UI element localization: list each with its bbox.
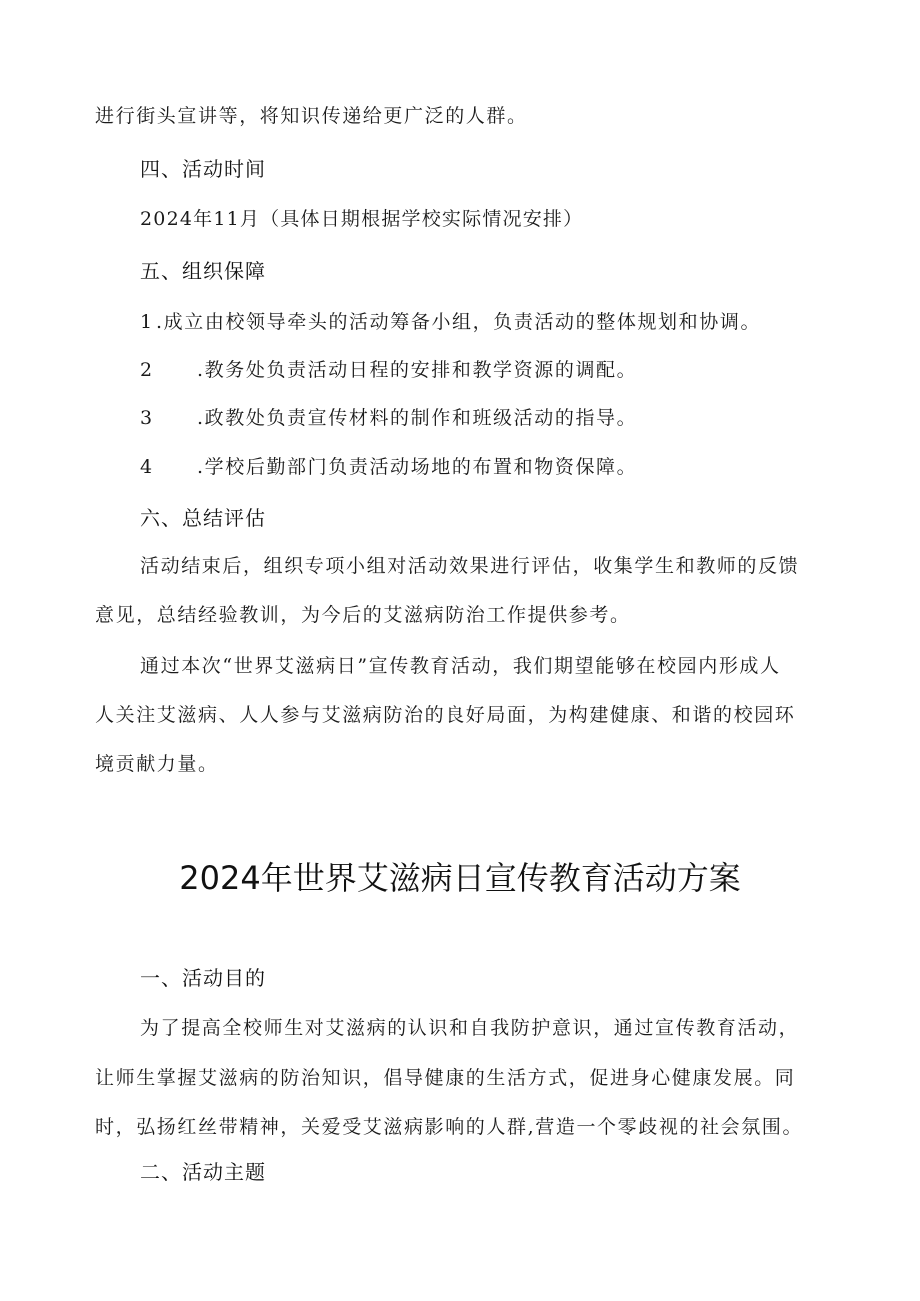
paragraph-line: 时，弘扬红丝带精神，关爱受艾滋病影响的人群,营造一个零歧视的社会氛围。 [95,1116,804,1138]
paragraph-line: 人关注艾滋病、人人参与艾滋病防治的良好局面，为构建健康、和谐的校园环 [95,704,796,726]
section-heading-theme: 二、活动主题 [140,1160,266,1184]
section-heading-evaluation: 六、总结评估 [140,506,266,530]
section-heading-time: 四、活动时间 [140,157,266,181]
paragraph-line: 让师生掌握艾滋病的防治知识，倡导健康的生活方式，促进身心健康发展。同 [95,1067,796,1089]
paragraph-line: 境贡献力量。 [95,753,219,775]
list-item-text: .政教处负责宣传材料的制作和班级活动的指导。 [197,407,638,429]
paragraph-line: 活动结束后，组织专项小组对活动效果进行评估，收集学生和教师的反馈 [140,555,800,577]
list-item-number: 2 [140,359,153,381]
activity-time-text: 2024年11月（具体日期根据学校实际情况安排） [140,208,584,230]
list-item-text: .教务处负责活动日程的安排和教学资源的调配。 [197,359,638,381]
section-heading-organization: 五、组织保障 [140,259,266,283]
list-item-number: 3 [140,407,153,429]
list-item-text: .成立由校领导牵头的活动筹备小组，负责活动的整体规划和协调。 [156,311,762,333]
paragraph-line: 意见，总结经验教训，为今后的艾滋病防治工作提供参考。 [95,604,631,626]
paragraph-line: 为了提高全校师生对艾滋病的认识和自我防护意识，通过宣传教育活动， [140,1017,800,1039]
list-item-text: .学校后勤部门负责活动场地的布置和物资保障。 [197,456,638,478]
section-heading-purpose: 一、活动目的 [140,966,266,990]
paragraph-line: 进行街头宣讲等，将知识传递给更广泛的人群。 [95,105,528,127]
list-item-number: 1 [140,311,153,333]
document-title: 2024年世界艾滋病日宣传教育活动方案 [179,859,741,897]
paragraph-line: 通过本次“世界艾滋病日”宣传教育活动，我们期望能够在校园内形成人 [140,655,781,677]
list-item-number: 4 [140,456,153,478]
